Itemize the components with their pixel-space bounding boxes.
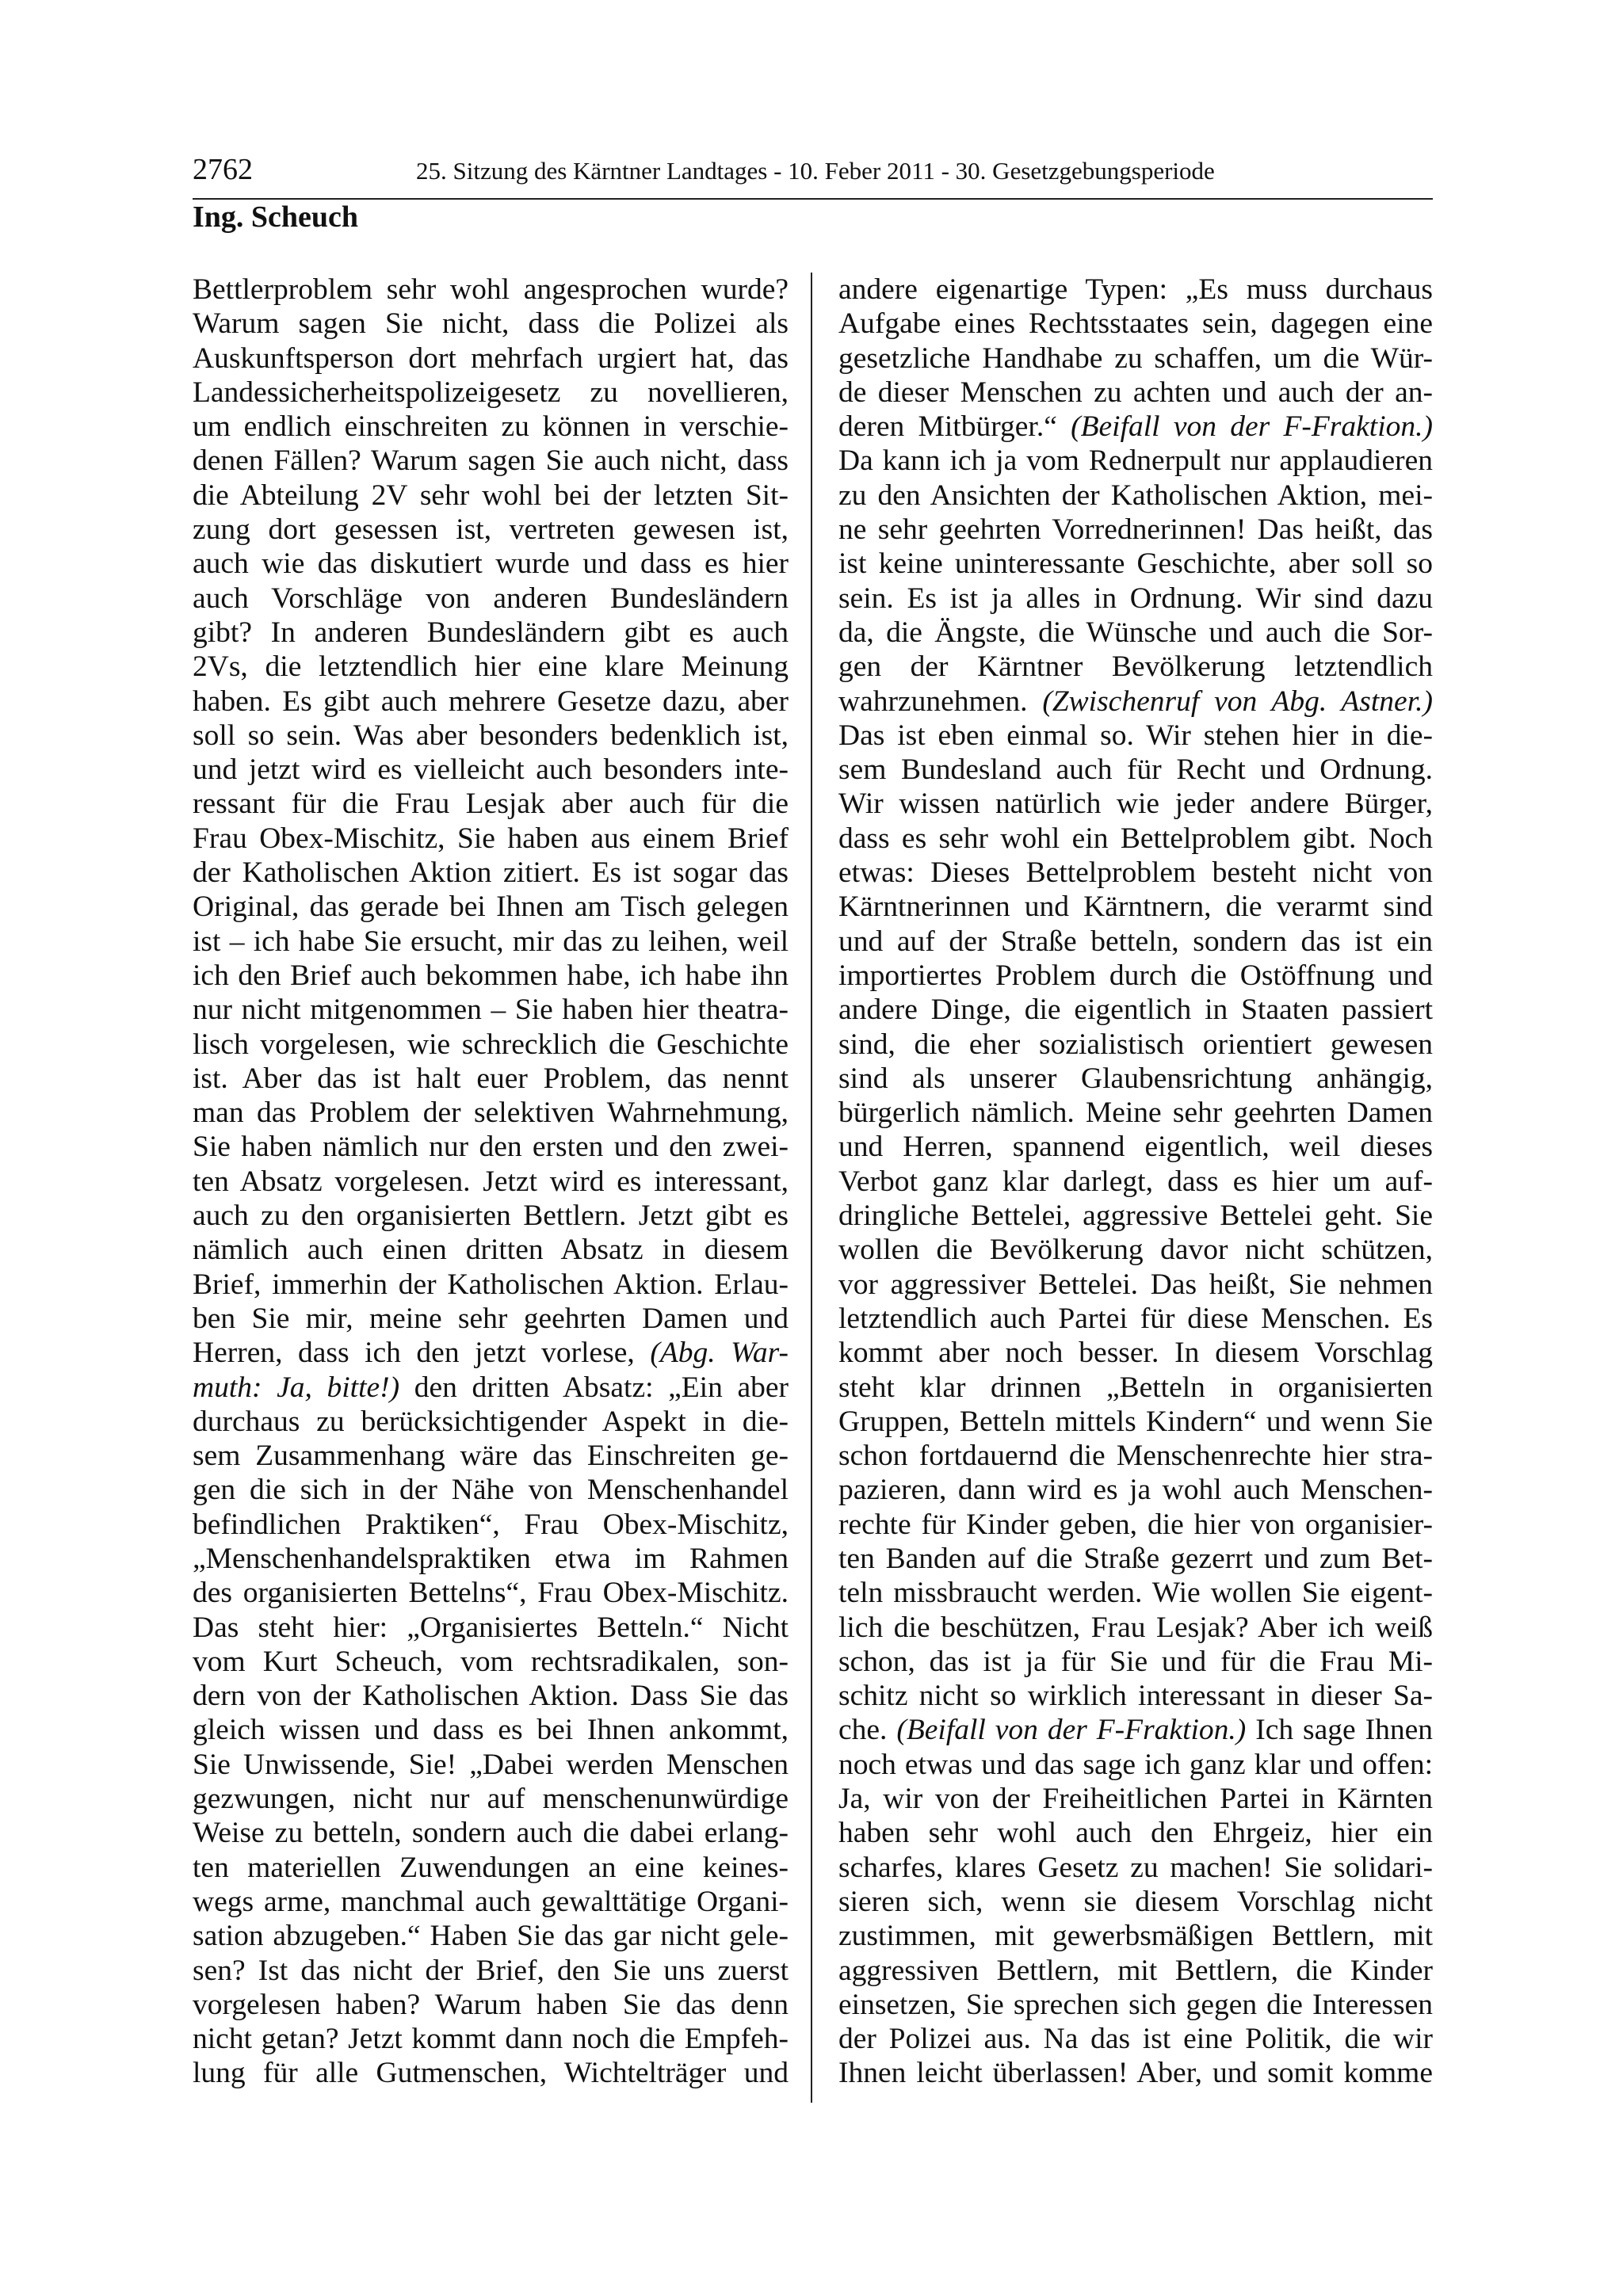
text-line: lich die beschützen, Frau Lesjak? Aber ich weiß <box>838 1611 1433 1644</box>
text-line: Bettlerproblem sehr wohl angesprochen wurde? <box>193 273 789 306</box>
text-line: denen Fällen? Warum sagen Sie auch nicht, dass <box>193 444 789 478</box>
text-line: 2Vs, die letztendlich hier eine klare Meinung <box>193 650 789 684</box>
text-line: nicht getan? Jetzt kommt dann noch die Empfeh- <box>193 2023 789 2056</box>
text-line: andere Dinge, die eigentlich in Staaten passiert <box>838 994 1433 1027</box>
text-line: sind als unserer Glaubensrichtung anhängig, <box>838 1062 1433 1095</box>
right-text-column <box>838 273 1433 2091</box>
text-line: sen? Ist das nicht der Brief, den Sie uns zuerst <box>193 1954 789 1987</box>
text-line: Das ist eben einmal so. Wir stehen hier in die- <box>838 719 1433 752</box>
text-line: soll so sein. Was aber besonders bedenklich ist, <box>193 719 789 752</box>
text-line: ist keine uninteressante Geschichte, aber soll so <box>838 547 1433 581</box>
text-line: haben. Es gibt auch mehrere Gesetze dazu, aber <box>193 685 789 718</box>
text-line: sem Bundesland auch für Recht und Ordnung. <box>838 753 1433 787</box>
text-line: des organisierten Bettelns“, Frau Obex-Mischitz. <box>193 1577 789 1610</box>
left-text-column <box>193 273 789 2091</box>
text-line: sation abzugeben.“ Haben Sie das gar nicht gele- <box>193 1920 789 1953</box>
text-line: gesetzliche Handhabe zu schaffen, um die Wür- <box>838 341 1433 375</box>
text-line: kommt aber noch besser. In diesem Vorschlag <box>838 1337 1433 1370</box>
text-line: auch Vorschläge von anderen Bundesländern <box>193 582 789 615</box>
text-line: nur nicht mitgenommen – Sie haben hier theatra- <box>193 994 789 1027</box>
text-line: Ihnen leicht überlassen! Aber, und somit komme <box>838 2057 1433 2090</box>
text-line: de dieser Menschen zu achten und auch der an- <box>838 376 1433 409</box>
text-line: etwas: Dieses Bettelproblem besteht nicht von <box>838 856 1433 890</box>
text-line: gezwungen, nicht nur auf menschenunwürdige <box>193 1783 789 1816</box>
text-line: letztendlich auch Partei für diese Menschen. Es <box>838 1302 1433 1335</box>
text-line: zu den Ansichten der Katholischen Aktion, mei- <box>838 479 1433 512</box>
text-line: zung dort gesessen ist, vertreten gewesen ist, <box>193 513 789 547</box>
text-line: deren Mitbürger.“ (Beifall von der F-Fraktion.) <box>838 410 1433 444</box>
text-line: der Polizei aus. Na das ist eine Politik, die wir <box>838 2023 1433 2056</box>
text-line: da, die Ängste, die Wünsche und auch die Sor- <box>838 616 1433 649</box>
text-line: Gruppen, Betteln mittels Kindern“ und wenn Sie <box>838 1405 1433 1438</box>
header-divider <box>193 198 1433 200</box>
header-title: 25. Sitzung des Kärntner Landtages - 10. Feber 2011 - 30. Gesetzgebungsperiode <box>416 157 1215 185</box>
text-line: Herren, dass ich den jetzt vorlese, (Abg. War- <box>193 1337 789 1370</box>
text-line: wahrzunehmen. (Zwischenruf von Abg. Astner.) <box>838 685 1433 718</box>
text-line: Das steht hier: „Organisiertes Betteln.“ Nicht <box>193 1611 789 1644</box>
text-line: dringliche Bettelei, aggressive Bettelei geht. Sie <box>838 1199 1433 1233</box>
text-line: Warum sagen Sie nicht, dass die Polizei als <box>193 307 789 341</box>
text-line: „Menschenhandelspraktiken etwa im Rahmen <box>193 1542 789 1575</box>
text-line: Frau Obex-Mischitz, Sie haben aus einem Brief <box>193 822 789 855</box>
text-line: schon, das ist ja für Sie und für die Frau Mi- <box>838 1645 1433 1678</box>
text-line: Verbot ganz klar darlegt, dass es hier um auf- <box>838 1165 1433 1198</box>
text-line: der Katholischen Aktion zitiert. Es ist sogar das <box>193 856 789 890</box>
text-line: Wir wissen natürlich wie jeder andere Bürger, <box>838 788 1433 821</box>
text-line: und auf der Straße betteln, sondern das ist ein <box>838 925 1433 958</box>
column-divider <box>811 273 812 2103</box>
text-line: befindlichen Praktiken“, Frau Obex-Mischitz, <box>193 1508 789 1541</box>
text-line: importiertes Problem durch die Ostöffnung und <box>838 959 1433 992</box>
text-line: sein. Es ist ja alles in Ordnung. Wir sind dazu <box>838 582 1433 615</box>
text-line: ressant für die Frau Lesjak aber auch für die <box>193 788 789 821</box>
text-line: zustimmen, mit gewerbsmäßigen Bettlern, mit <box>838 1920 1433 1953</box>
text-line: che. (Beifall von der F-Fraktion.) Ich sage Ihnen <box>838 1714 1433 1747</box>
text-line: auch wie das diskutiert wurde und dass es hier <box>193 547 789 581</box>
text-line: Auskunftsperson dort mehrfach urgiert hat, das <box>193 341 789 375</box>
text-line: ten Banden auf die Straße gezerrt und zum Bet- <box>838 1542 1433 1575</box>
text-line: Kärntnerinnen und Kärntnern, die verarmt sind <box>838 891 1433 924</box>
text-line: ten materiellen Zuwendungen an eine keines- <box>193 1851 789 1884</box>
text-line: Aufgabe eines Rechtsstaates sein, dagegen eine <box>838 307 1433 341</box>
text-line: Brief, immerhin der Katholischen Aktion. Erlau- <box>193 1268 789 1301</box>
text-line: noch etwas und das sage ich ganz klar und offen: <box>838 1748 1433 1781</box>
text-line: ben Sie mir, meine sehr geehrten Damen und <box>193 1302 789 1335</box>
text-line: ten Absatz vorgelesen. Jetzt wird es interessant, <box>193 1165 789 1198</box>
text-line: Sie Unwissende, Sie! „Dabei werden Menschen <box>193 1748 789 1781</box>
text-line: Da kann ich ja vom Rednerpult nur applaudieren <box>838 444 1433 478</box>
text-line: vor aggressiver Bettelei. Das heißt, Sie nehmen <box>838 1268 1433 1301</box>
text-line: gen der Kärntner Bevölkerung letztendlich <box>838 650 1433 684</box>
text-line: teln missbraucht werden. Wie wollen Sie eigent- <box>838 1577 1433 1610</box>
text-line: gibt? In anderen Bundesländern gibt es auch <box>193 616 789 649</box>
text-line: wegs arme, manchmal auch gewalttätige Organi- <box>193 1885 789 1918</box>
page-number: 2762 <box>193 153 253 186</box>
text-line: lisch vorgelesen, wie schrecklich die Geschichte <box>193 1028 789 1061</box>
text-line: Ja, wir von der Freiheitlichen Partei in Kärnten <box>838 1783 1433 1816</box>
text-line: andere eigenartige Typen: „Es muss durchaus <box>838 273 1433 306</box>
text-line: ist – ich habe Sie ersucht, mir das zu leihen, weil <box>193 925 789 958</box>
text-line: sem Zusammenhang wäre das Einschreiten ge- <box>193 1440 789 1473</box>
text-line: Original, das gerade bei Ihnen am Tisch gelegen <box>193 891 789 924</box>
text-line: man das Problem der selektiven Wahrnehmung, <box>193 1097 789 1130</box>
text-line: muth: Ja, bitte!) den dritten Absatz: „Ein aber <box>193 1371 789 1404</box>
text-line: wollen die Bevölkerung davor nicht schützen, <box>838 1234 1433 1267</box>
text-line: sind, die eher sozialistisch orientiert gewesen <box>838 1028 1433 1061</box>
text-line: schon fortdauernd die Menschenrechte hier stra- <box>838 1440 1433 1473</box>
text-line: bürgerlich nämlich. Meine sehr geehrten Damen <box>838 1097 1433 1130</box>
text-line: scharfes, klares Gesetz zu machen! Sie solidari- <box>838 1851 1433 1884</box>
text-line: vom Kurt Scheuch, vom rechtsradikalen, son- <box>193 1645 789 1678</box>
text-line: und jetzt wird es vielleicht auch besonders inte- <box>193 753 789 787</box>
speaker-name: Ing. Scheuch <box>193 200 359 234</box>
text-line: nämlich auch einen dritten Absatz in diesem <box>193 1234 789 1267</box>
text-line: sieren sich, wenn sie diesem Vorschlag nicht <box>838 1885 1433 1918</box>
text-line: Weise zu betteln, sondern auch die dabei erlang- <box>193 1817 789 1850</box>
text-line: rechte für Kinder geben, die hier von organisier- <box>838 1508 1433 1541</box>
text-line: gen die sich in der Nähe von Menschenhandel <box>193 1474 789 1507</box>
text-line: um endlich einschreiten zu können in verschie- <box>193 410 789 444</box>
text-line: schitz nicht so wirklich interessant in dieser Sa- <box>838 1680 1433 1713</box>
text-line: auch zu den organisierten Bettlern. Jetzt gibt es <box>193 1199 789 1233</box>
text-line: haben sehr wohl auch den Ehrgeiz, hier ein <box>838 1817 1433 1850</box>
text-line: durchaus zu berücksichtigender Aspekt in die- <box>193 1405 789 1438</box>
text-line: dass es sehr wohl ein Bettelproblem gibt. Noch <box>838 822 1433 855</box>
text-line: und Herren, spannend eigentlich, weil dieses <box>838 1131 1433 1164</box>
text-line: Sie haben nämlich nur den ersten und den zwei- <box>193 1131 789 1164</box>
page-header <box>193 152 1433 198</box>
text-line: steht klar drinnen „Betteln in organisierten <box>838 1371 1433 1404</box>
text-line: gleich wissen und dass es bei Ihnen ankommt, <box>193 1714 789 1747</box>
text-line: aggressiven Bettlern, mit Bettlern, die Kinder <box>838 1954 1433 1987</box>
text-line: vorgelesen haben? Warum haben Sie das denn <box>193 1988 789 2021</box>
text-line: ne sehr geehrten Vorrednerinnen! Das heißt, das <box>838 513 1433 547</box>
text-line: lung für alle Gutmenschen, Wichtelträger und <box>193 2057 789 2090</box>
text-line: ich den Brief auch bekommen habe, ich habe ihn <box>193 959 789 992</box>
text-line: Landessicherheitspolizeigesetz zu novellieren, <box>193 376 789 409</box>
text-line: einsetzen, Sie sprechen sich gegen die Interessen <box>838 1988 1433 2021</box>
text-line: ist. Aber das ist halt euer Problem, das nennt <box>193 1062 789 1095</box>
text-line: pazieren, dann wird es ja wohl auch Menschen- <box>838 1474 1433 1507</box>
text-line: dern von der Katholischen Aktion. Dass Sie das <box>193 1680 789 1713</box>
text-line: die Abteilung 2V sehr wohl bei der letzten Sit- <box>193 479 789 512</box>
